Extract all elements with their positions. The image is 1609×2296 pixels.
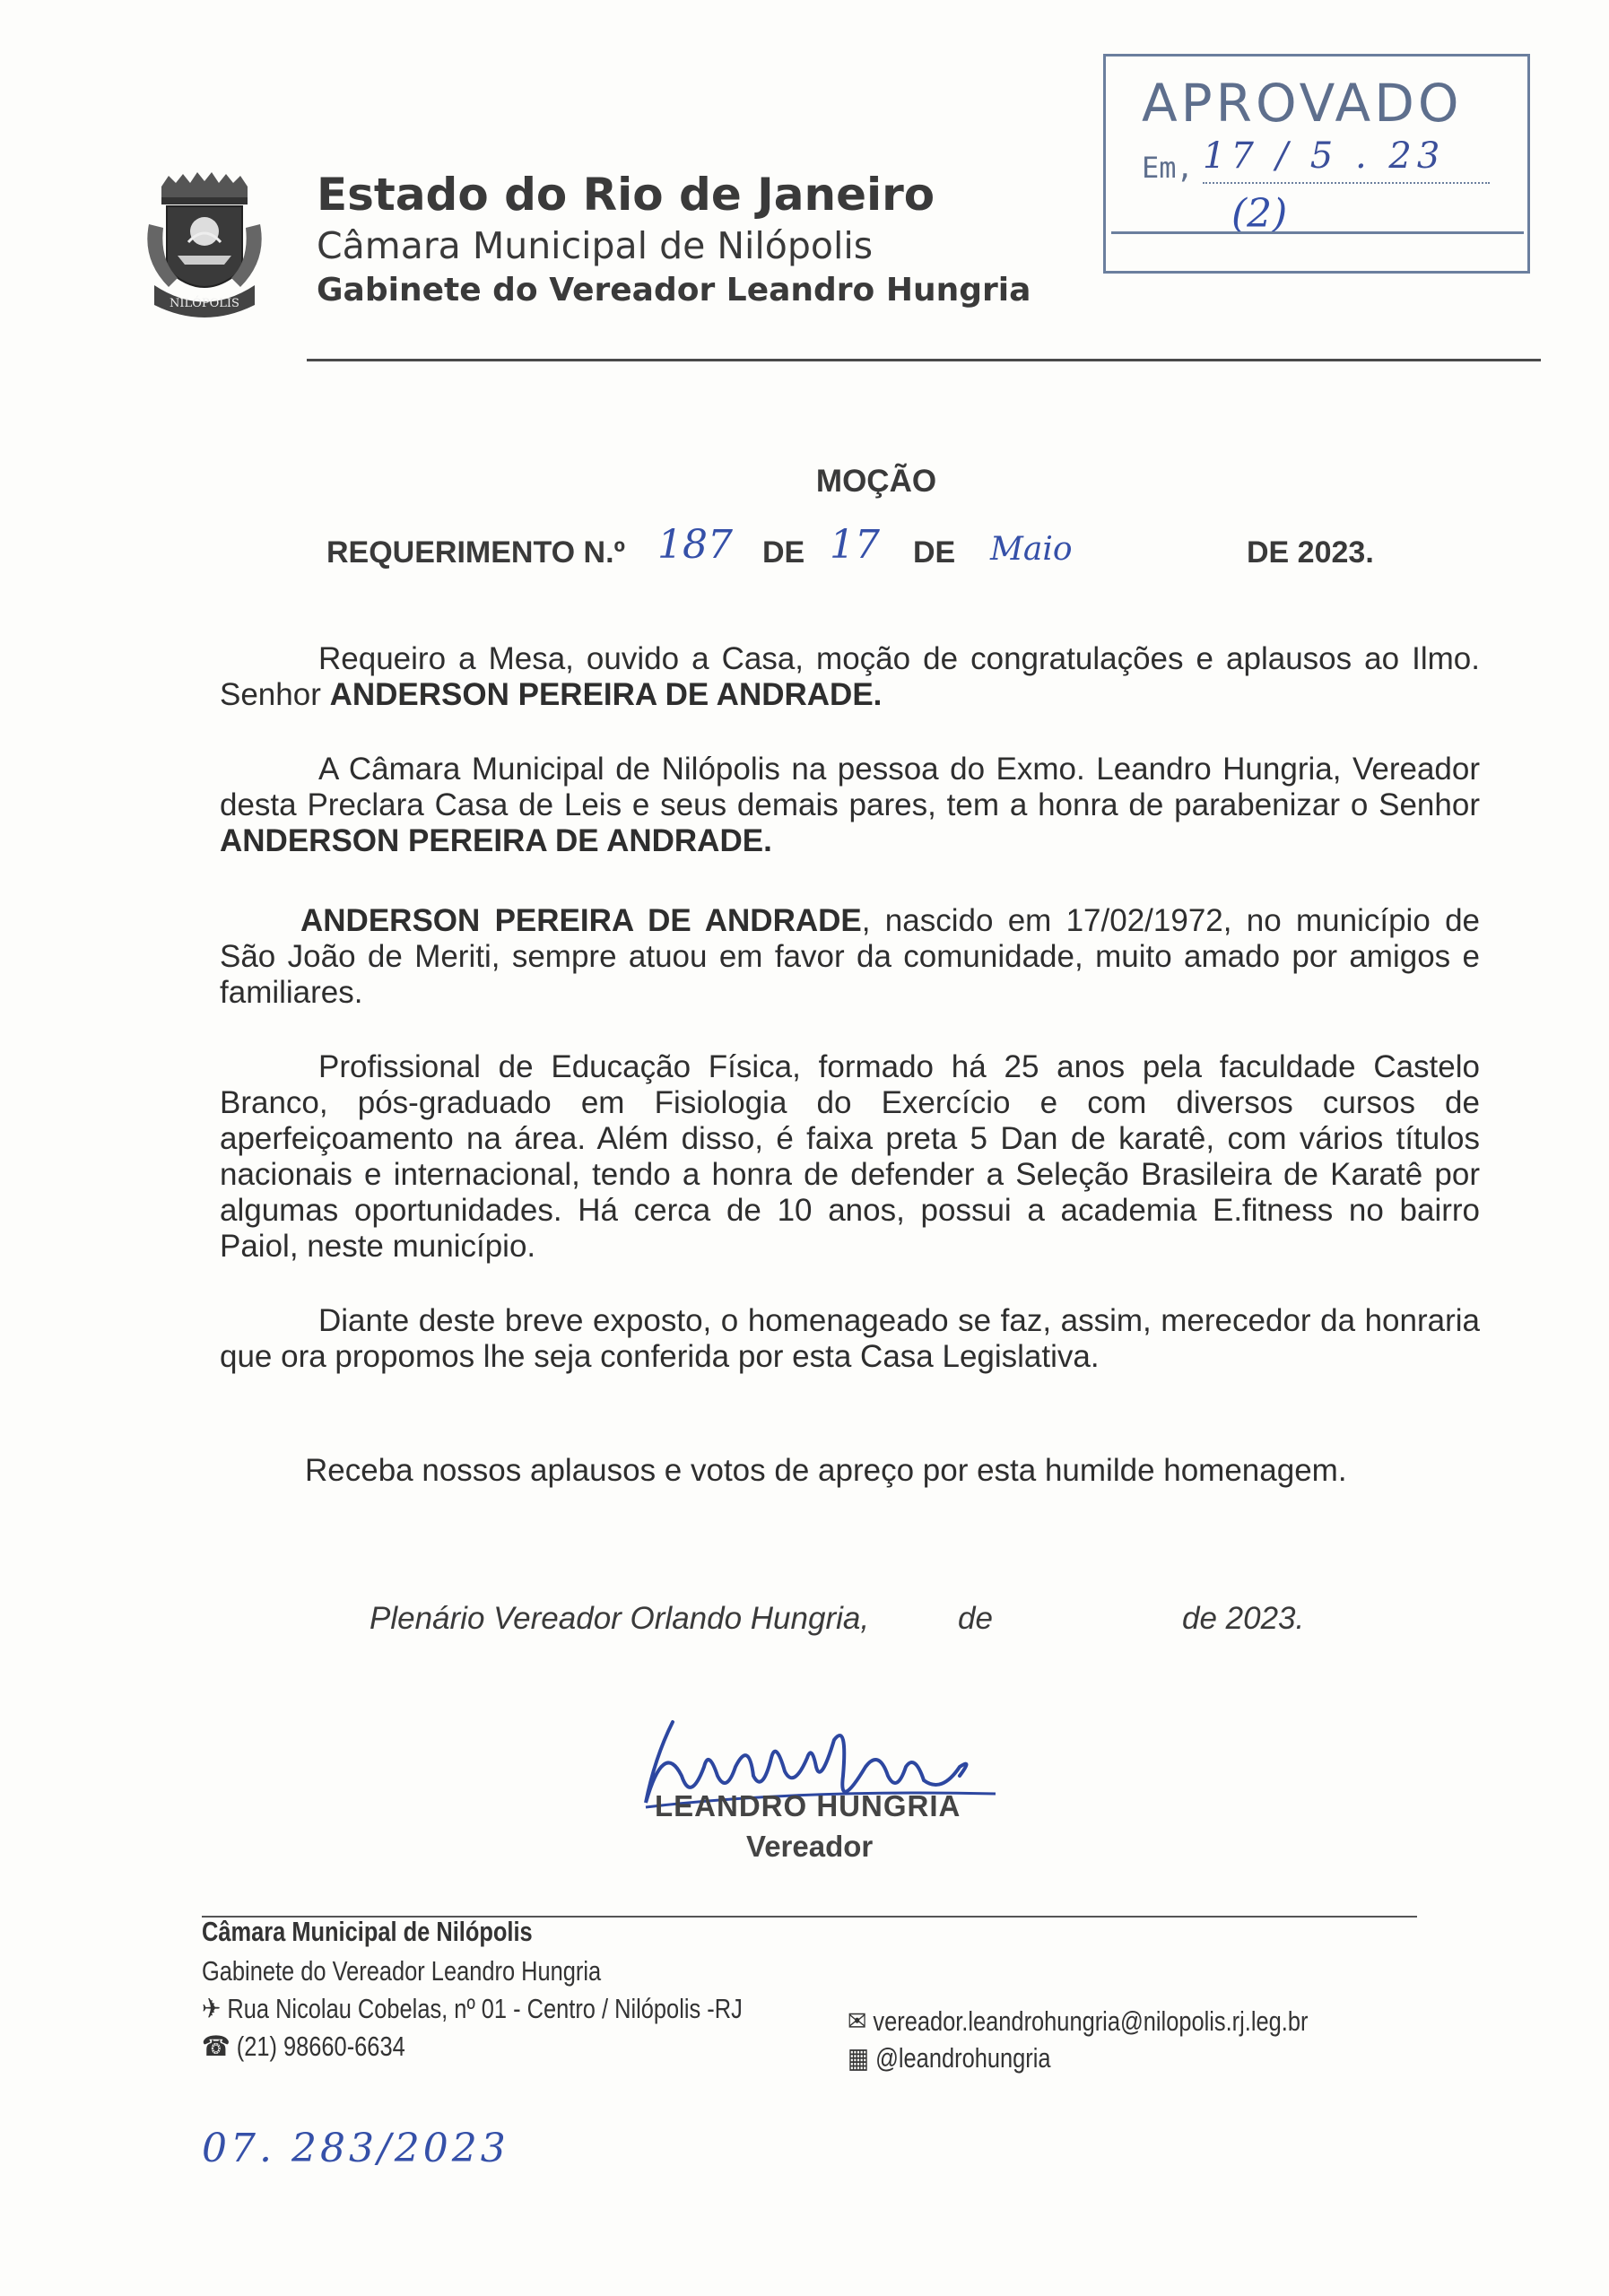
footer-phone: (21) 98660-6634 — [236, 2031, 405, 2062]
footer-office: Gabinete do Vereador Leandro Hungria — [202, 1955, 602, 1987]
place-year: de 2023. — [1182, 1601, 1305, 1636]
crest-banner-text: NILÓPOLIS — [170, 297, 239, 310]
social-icon: ▦ — [848, 2042, 870, 2074]
req-de-2: DE — [913, 535, 956, 570]
municipal-crest-logo — [142, 170, 267, 323]
footer-email-row — [848, 2005, 1308, 2038]
stamp-bottom-rule — [1111, 231, 1524, 234]
req-de-1: DE — [762, 535, 805, 570]
approval-stamp — [1103, 54, 1530, 274]
header-divider — [307, 359, 1541, 361]
footer-address: Rua Nicolau Cobelas, nº 01 - Centro / Nilópolis -RJ — [227, 1993, 743, 2024]
header-state: Estado do Rio de Janeiro — [317, 169, 935, 221]
stamp-initials: (2) — [1231, 191, 1288, 237]
envelope-icon: ✉ — [848, 2005, 867, 2037]
req-number-handwritten: 187 — [657, 522, 733, 568]
paragraph-2: A Câmara Municipal de Nilópolis na pessoa do Exmo. Leandro Hungria, Vereador desta Preclara Casa de Leis e seus demais pares, tem a honra de parabenizar o Senhor ANDERSON PEREIRA DE ANDRADE. — [220, 752, 1480, 858]
pin-icon: ✈ — [202, 1993, 222, 2024]
stamp-title: APROVADO — [1142, 73, 1463, 134]
paragraph-1: Requeiro a Mesa, ouvido a Casa, moção de congratulações e aplausos ao Ilmo. Senhor ANDERSON PEREIRA DE ANDRADE. — [220, 641, 1480, 712]
footer-address-row — [202, 1993, 743, 2025]
footer-phone-row — [202, 2031, 405, 2063]
footer-social-row — [848, 2042, 1051, 2074]
req-month-handwritten: Maio — [990, 531, 1073, 568]
req-year: DE 2023. — [1247, 535, 1374, 570]
document-title: MOÇÃO — [815, 464, 937, 499]
place-text: Plenário Vereador Orlando Hungria, — [370, 1601, 870, 1636]
footer-email: vereador.leandrohungria@nilopolis.rj.leg.br — [873, 2005, 1309, 2037]
signer-name: LEANDRO HUNGRIA — [655, 1789, 961, 1822]
req-day-handwritten: 17 — [830, 522, 880, 568]
header-chamber: Câmara Municipal de Nilópolis — [317, 224, 874, 267]
phone-icon: ☎ — [202, 2031, 230, 2062]
paragraph-3: ANDERSON PEREIRA DE ANDRADE, nascido em 17/02/1972, no município de São João de Meriti, sempre atuou em favor da comunidade, muito amado por amigos e familiares. — [220, 903, 1480, 1010]
protocol-number-handwritten: 07. 283/2023 — [202, 2126, 509, 2171]
footer-social: @leandrohungria — [875, 2042, 1051, 2074]
paragraph-6: Receba nossos aplausos e votos de apreço por esta humilde homenagem. — [305, 1453, 1347, 1488]
footer-chamber: Câmara Municipal de Nilópolis — [202, 1916, 533, 1947]
stamp-em-label: Em, — [1142, 151, 1194, 185]
place-de: de — [958, 1601, 993, 1636]
header-office: Gabinete do Vereador Leandro Hungria — [317, 272, 1031, 309]
req-label: REQUERIMENTO N.º — [326, 535, 625, 570]
paragraph-4: Profissional de Educação Física, formado há 25 anos pela faculdade Castelo Branco, pós-graduado em Fisiologia do Exercício e com diversos cursos de aperfeiçoamento na área. Além disso, é faixa preta 5 Dan de karatê, com vários títulos nacionais e internacional, tendo a honra de defender a Seleção Brasileira de Karatê por algumas oportunidades. Há cerca de 10 anos, possui a academia E.fitness no bairro Paiol, neste município. — [220, 1049, 1480, 1264]
signer-role: Vereador — [746, 1830, 874, 1863]
stamp-date-line — [1203, 182, 1490, 184]
paragraph-5: Diante deste breve exposto, o homenageado se faz, assim, merecedor da honraria que ora propomos lhe seja conferida por esta Casa Legislativa. — [220, 1303, 1480, 1374]
stamp-handwritten-date: 17 / 5 . 23 — [1203, 135, 1446, 177]
